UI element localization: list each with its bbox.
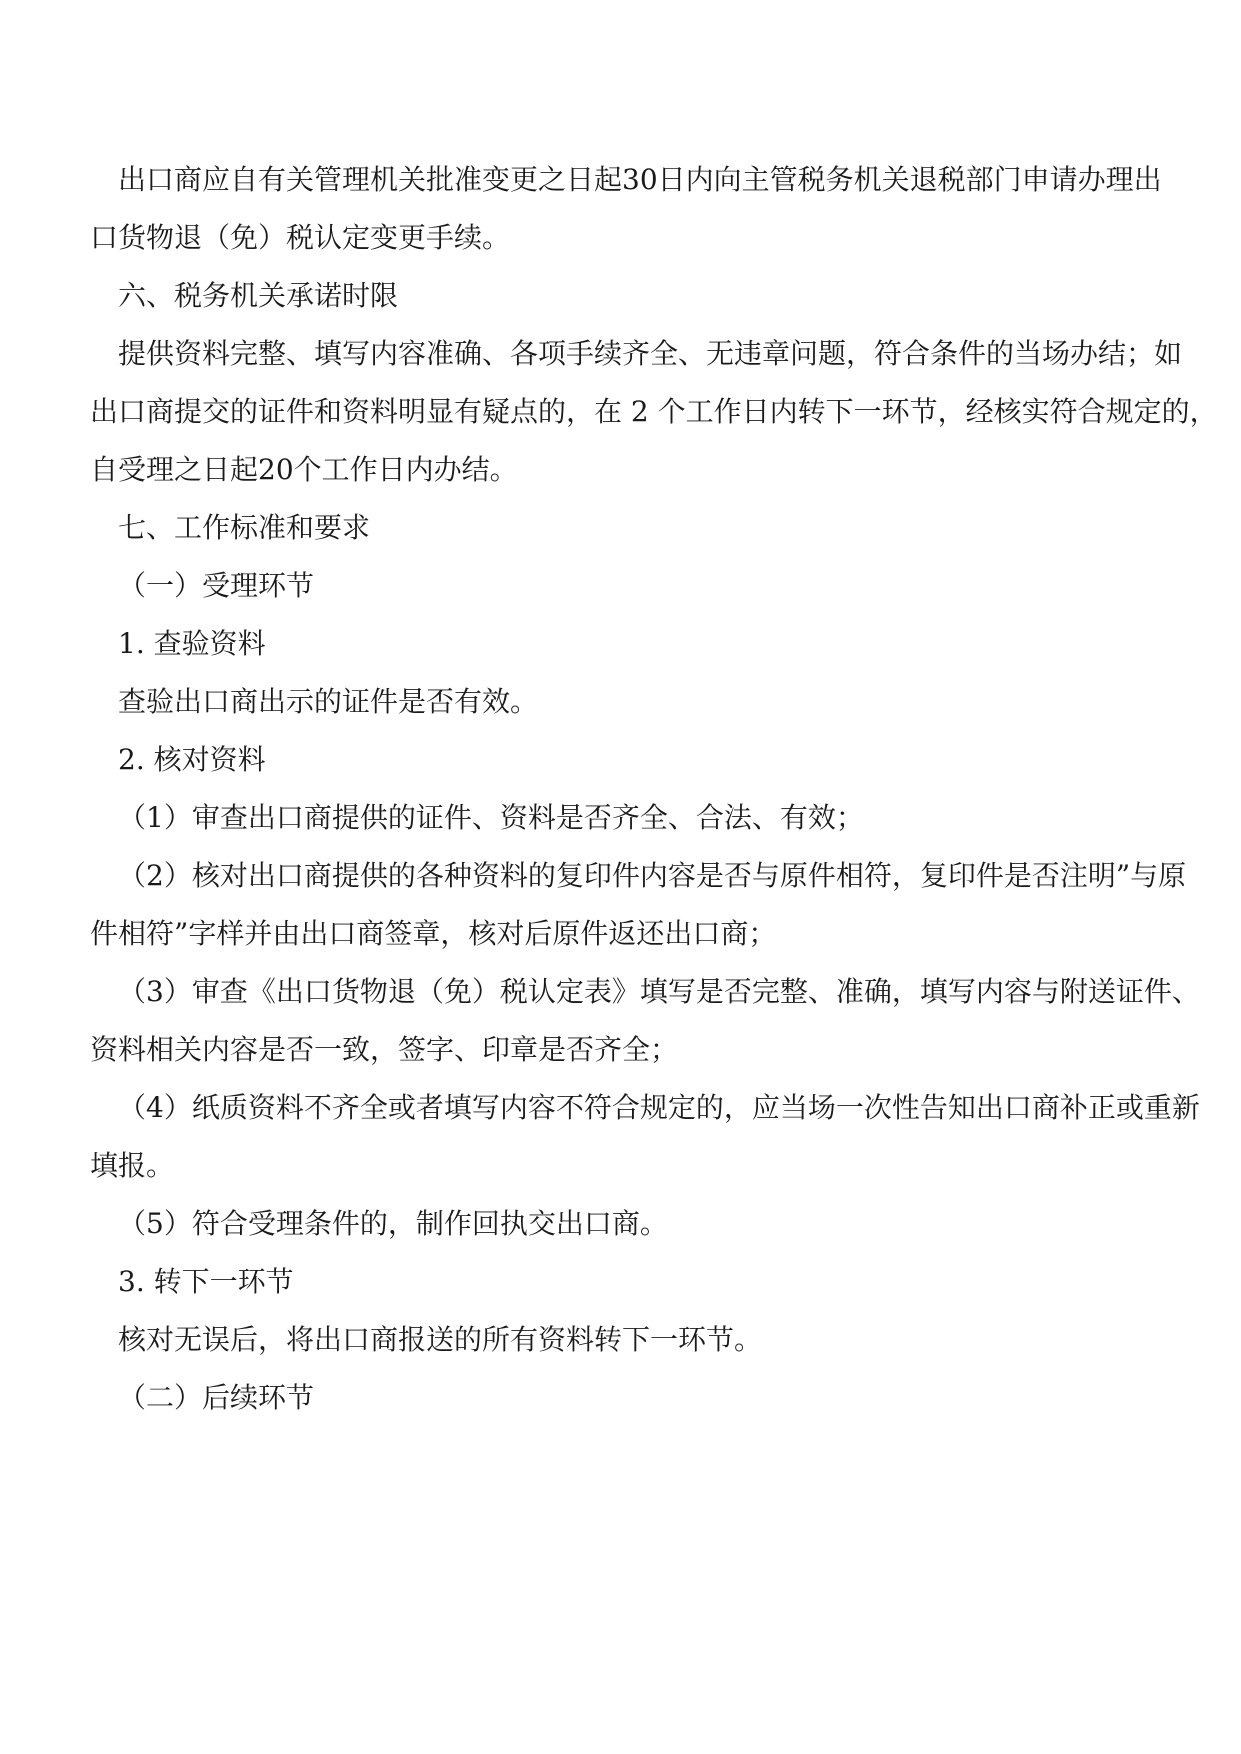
paragraph-line: 口货物退（免）税认定变更手续。 xyxy=(90,221,511,254)
paragraph-line: 资料相关内容是否一致，签字、印章是否齐全； xyxy=(90,1033,679,1066)
section-heading: 七、工作标准和要求 xyxy=(118,511,371,544)
subsection-heading: （二）后续环节 xyxy=(118,1381,315,1414)
paragraph-line: 查验出口商出示的证件是否有效。 xyxy=(118,685,539,718)
paragraph-line: 出口商应自有关管理机关批准变更之日起30日内向主管税务机关退税部门申请办理出 xyxy=(118,163,1162,196)
item-heading: 2. 核对资料 xyxy=(118,743,266,776)
item-heading: 3. 转下一环节 xyxy=(118,1265,294,1298)
list-item: （3）审查《出口货物退（免）税认定表》填写是否完整、准确，填写内容与附送证件、 xyxy=(118,975,1200,1008)
subsection-heading: （一）受理环节 xyxy=(118,569,315,602)
paragraph-line: 自受理之日起20个工作日内办结。 xyxy=(90,453,518,486)
list-item: （1）审查出口商提供的证件、资料是否齐全、合法、有效； xyxy=(118,801,864,834)
paragraph-line: 出口商提交的证件和资料明显有疑点的，在 2 个工作日内转下一环节，经核实符合规定的， xyxy=(90,395,1218,428)
list-item: （4）纸质资料不齐全或者填写内容不符合规定的，应当场一次性告知出口商补正或重新 xyxy=(118,1091,1200,1124)
paragraph-line: 填报。 xyxy=(90,1149,175,1182)
list-item: （5）符合受理条件的，制作回执交出口商。 xyxy=(118,1207,668,1240)
item-heading: 1. 查验资料 xyxy=(118,627,266,660)
list-item: （2）核对出口商提供的各种资料的复印件内容是否与原件相符，复印件是否注明”与原 xyxy=(118,859,1187,892)
paragraph-line: 提供资料完整、填写内容准确、各项手续齐全、无违章问题，符合条件的当场办结；如 xyxy=(118,337,1183,370)
paragraph-line: 核对无误后，将出口商报送的所有资料转下一环节。 xyxy=(118,1323,763,1356)
paragraph-line: 件相符”字样并由出口商签章，核对后原件返还出口商； xyxy=(90,917,777,950)
section-heading: 六、税务机关承诺时限 xyxy=(118,279,399,312)
